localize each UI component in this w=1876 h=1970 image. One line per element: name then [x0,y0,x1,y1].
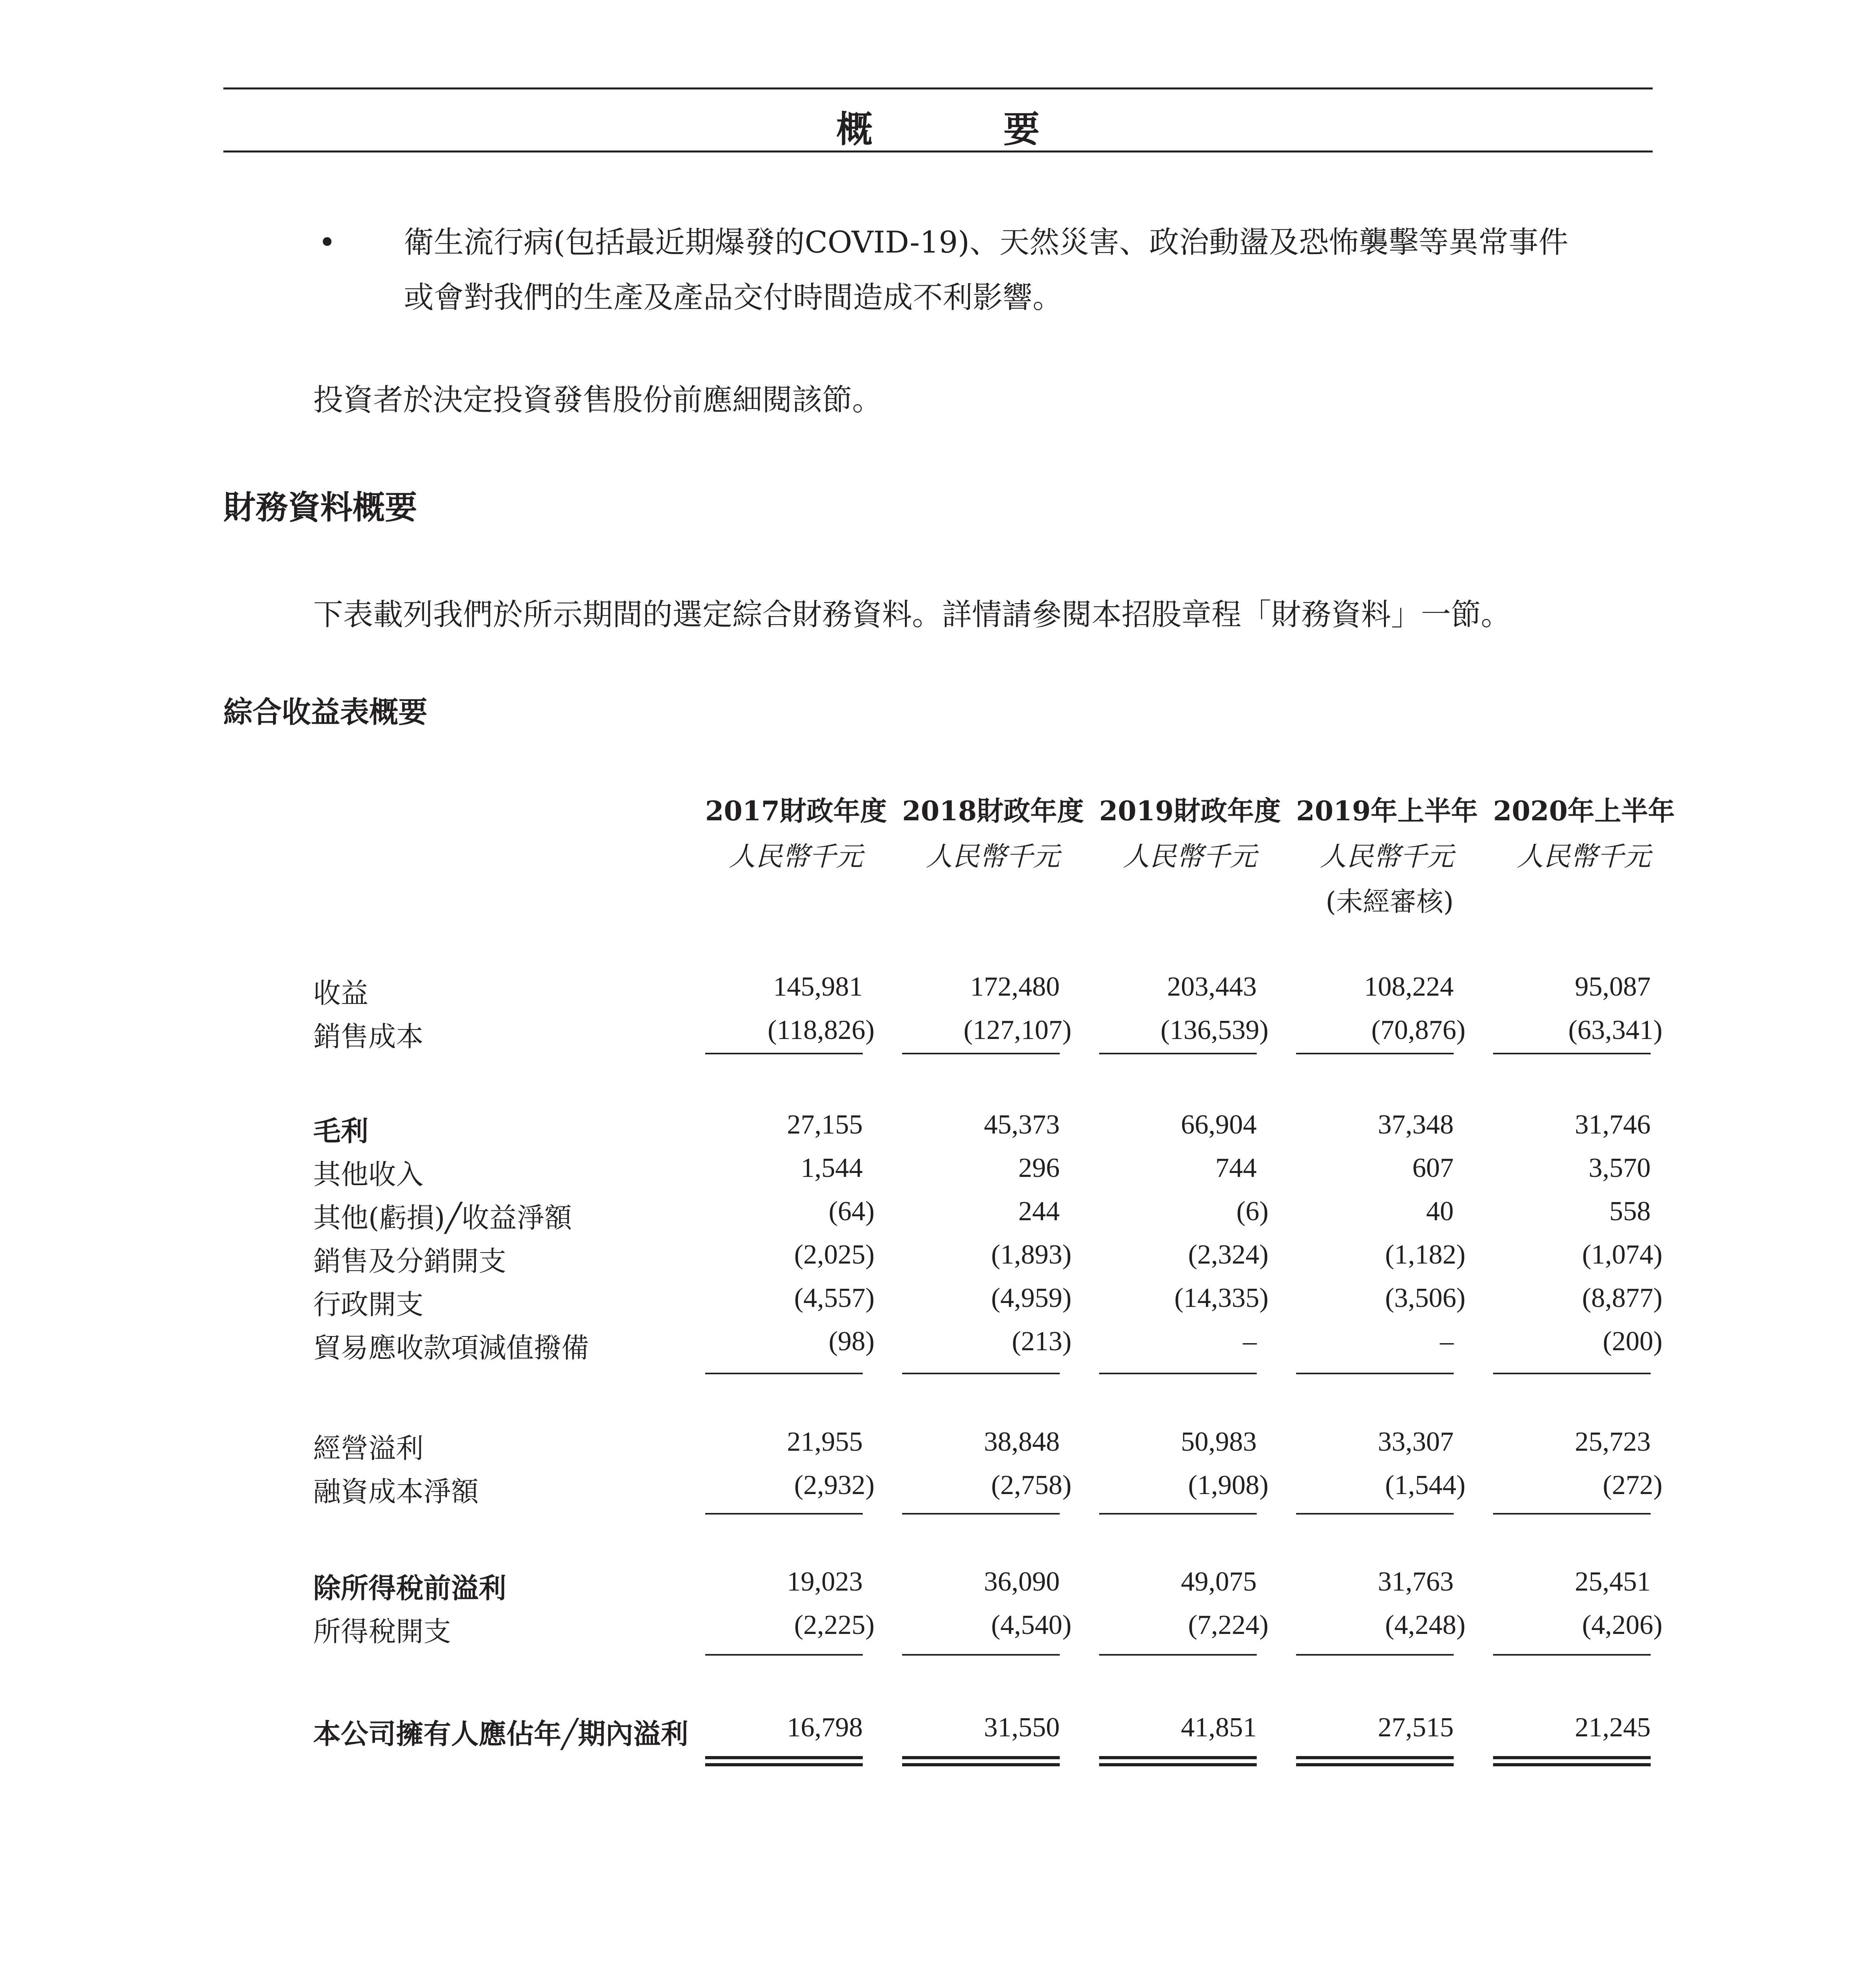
table-cell: (14,335) [1174,1283,1269,1313]
table-cell: 16,798 [787,1712,863,1743]
table-cell: 1,544 [801,1153,863,1183]
table-cell: (6) [1236,1196,1269,1227]
table-cell: 37,348 [1378,1110,1454,1140]
subtotal-underline [705,1373,863,1374]
subtotal-underline [1099,1373,1257,1374]
table-cell: 25,723 [1575,1427,1651,1457]
column-unit: 人民幣千元 [728,841,863,872]
table-cell: (63,341) [1568,1015,1662,1045]
row-label: 融資成本淨額 [313,1476,479,1508]
subtotal-underline [902,1654,1060,1656]
table-cell: (2,324) [1188,1240,1269,1270]
row-label: 行政開支 [313,1288,423,1321]
table-cell: (200) [1603,1326,1662,1357]
table-cell: (213) [1012,1326,1072,1357]
table-cell: 31,550 [984,1712,1060,1743]
table-cell: (2,758) [991,1470,1072,1500]
table-cell: 21,955 [787,1427,863,1457]
column-header: 2020年上半年 [1493,795,1675,827]
table-cell: (2,932) [794,1470,875,1500]
subtotal-underline [1493,1654,1651,1656]
table-cell: 66,904 [1181,1110,1257,1140]
total-double-underline [1099,1756,1257,1766]
table-cell: (8,877) [1582,1283,1662,1313]
header-bottom-rule [223,151,1653,152]
table-cell: 38,848 [984,1427,1060,1457]
row-label: 其他(虧損)╱收益淨額 [313,1202,572,1234]
subtotal-underline [1493,1053,1651,1054]
table-cell: (2,225) [794,1610,875,1640]
table-cell: 172,480 [970,972,1060,1002]
subtotal-underline [902,1513,1060,1515]
row-label: 貿易應收款項減值撥備 [313,1332,589,1364]
column-header: 2019財政年度 [1099,795,1281,827]
table-cell: (2,025) [794,1240,875,1270]
table-cell: 19,023 [787,1567,863,1597]
column-unit: 人民幣千元 [1516,841,1651,872]
row-label: 除所得稅前溢利 [313,1572,506,1604]
table-cell: 31,746 [1575,1110,1651,1140]
bullet-symbol: • [318,225,336,260]
table-cell: 558 [1609,1196,1651,1227]
subtotal-underline [902,1053,1060,1054]
total-double-underline [1296,1756,1454,1766]
table-cell: – [1440,1326,1454,1357]
table-cell: 607 [1412,1153,1454,1183]
table-cell: 244 [1018,1196,1060,1227]
total-double-underline [1493,1756,1651,1766]
column-unit: 人民幣千元 [925,841,1060,872]
header-top-rule [223,87,1653,89]
bullet-line-1: 衛生流行病(包括最近期爆發的COVID-19)、天然災害、政治動盪及恐怖襲擊等異常事件 [404,225,1569,260]
row-label: 經營溢利 [313,1432,423,1464]
subtotal-underline [1099,1513,1257,1515]
row-label: 毛利 [313,1115,368,1147]
table-cell: (7,224) [1188,1610,1269,1640]
total-double-underline [705,1756,863,1766]
table-cell: 108,224 [1364,972,1454,1002]
column-unit: 人民幣千元 [1122,841,1257,872]
page-title: 概 要 [836,108,1099,151]
table-cell: 95,087 [1575,972,1651,1002]
table-cell: (1,908) [1188,1470,1269,1500]
table-cell: 41,851 [1181,1712,1257,1743]
table-cell: 40 [1426,1196,1454,1227]
table-cell: (1,074) [1582,1240,1662,1270]
table-cell: (4,206) [1582,1610,1662,1640]
column-note-unaudited: (未經審核) [1325,886,1454,918]
subtotal-underline [1099,1053,1257,1054]
subtotal-underline [705,1513,863,1515]
table-cell: 33,307 [1378,1427,1454,1457]
table-cell: 27,155 [787,1110,863,1140]
table-cell: (4,557) [794,1283,875,1313]
section-title: 財務資料概要 [223,489,418,526]
intro-paragraph: 下表載列我們於所示期間的選定綜合財務資料。詳情請參閱本招股章程「財務資料」一節。 [313,597,1511,632]
subtotal-underline [1296,1513,1454,1515]
subtotal-underline [1296,1654,1454,1656]
subtotal-underline [705,1053,863,1054]
column-header: 2018財政年度 [902,795,1084,827]
table-cell: (272) [1603,1470,1662,1500]
column-header: 2019年上半年 [1296,795,1478,827]
table-cell: 145,981 [773,972,863,1002]
table-cell: 25,451 [1575,1567,1651,1597]
table-cell: 49,075 [1181,1567,1257,1597]
table-cell: 31,763 [1378,1567,1454,1597]
total-double-underline [902,1756,1060,1766]
row-label: 銷售成本 [313,1020,423,1053]
table-cell: 744 [1215,1153,1257,1183]
table-cell: (127,107) [963,1015,1072,1045]
row-label: 本公司擁有人應佔年╱期內溢利 [313,1717,689,1750]
table-cell: (98) [828,1326,875,1357]
subtotal-underline [1493,1513,1651,1515]
table-cell: (1,544) [1385,1470,1466,1500]
subsection-title: 綜合收益表概要 [223,695,427,729]
advice-paragraph: 投資者於決定投資發售股份前應細閱該節。 [313,382,882,417]
row-label: 其他收入 [313,1158,423,1191]
table-cell: (70,876) [1371,1015,1466,1045]
row-label: 銷售及分銷開支 [313,1245,506,1277]
table-cell: (3,506) [1385,1283,1466,1313]
bullet-line-2: 或會對我們的生產及產品交付時間造成不利影響。 [404,280,1062,315]
row-label: 所得稅開支 [313,1615,451,1648]
column-unit: 人民幣千元 [1319,841,1454,872]
subtotal-underline [1493,1373,1651,1374]
table-cell: 296 [1018,1153,1060,1183]
row-label: 收益 [313,977,368,1009]
table-cell: (4,540) [991,1610,1072,1640]
table-cell: (4,248) [1385,1610,1466,1640]
subtotal-underline [1099,1654,1257,1656]
table-cell: 36,090 [984,1567,1060,1597]
table-cell: (4,959) [991,1283,1072,1313]
table-cell: 21,245 [1575,1712,1651,1743]
subtotal-underline [1296,1053,1454,1054]
table-cell: 203,443 [1167,972,1257,1002]
table-cell: (118,826) [767,1015,875,1045]
table-cell: 27,515 [1378,1712,1454,1743]
table-cell: (136,539) [1160,1015,1269,1045]
subtotal-underline [705,1654,863,1656]
table-cell: (1,893) [991,1240,1072,1270]
table-cell: (64) [828,1196,875,1227]
table-cell: 50,983 [1181,1427,1257,1457]
table-cell: (1,182) [1385,1240,1466,1270]
table-cell: – [1243,1326,1257,1357]
table-cell: 3,570 [1588,1153,1651,1183]
column-header: 2017財政年度 [705,795,887,827]
subtotal-underline [1296,1373,1454,1374]
subtotal-underline [902,1373,1060,1374]
table-cell: 45,373 [984,1110,1060,1140]
